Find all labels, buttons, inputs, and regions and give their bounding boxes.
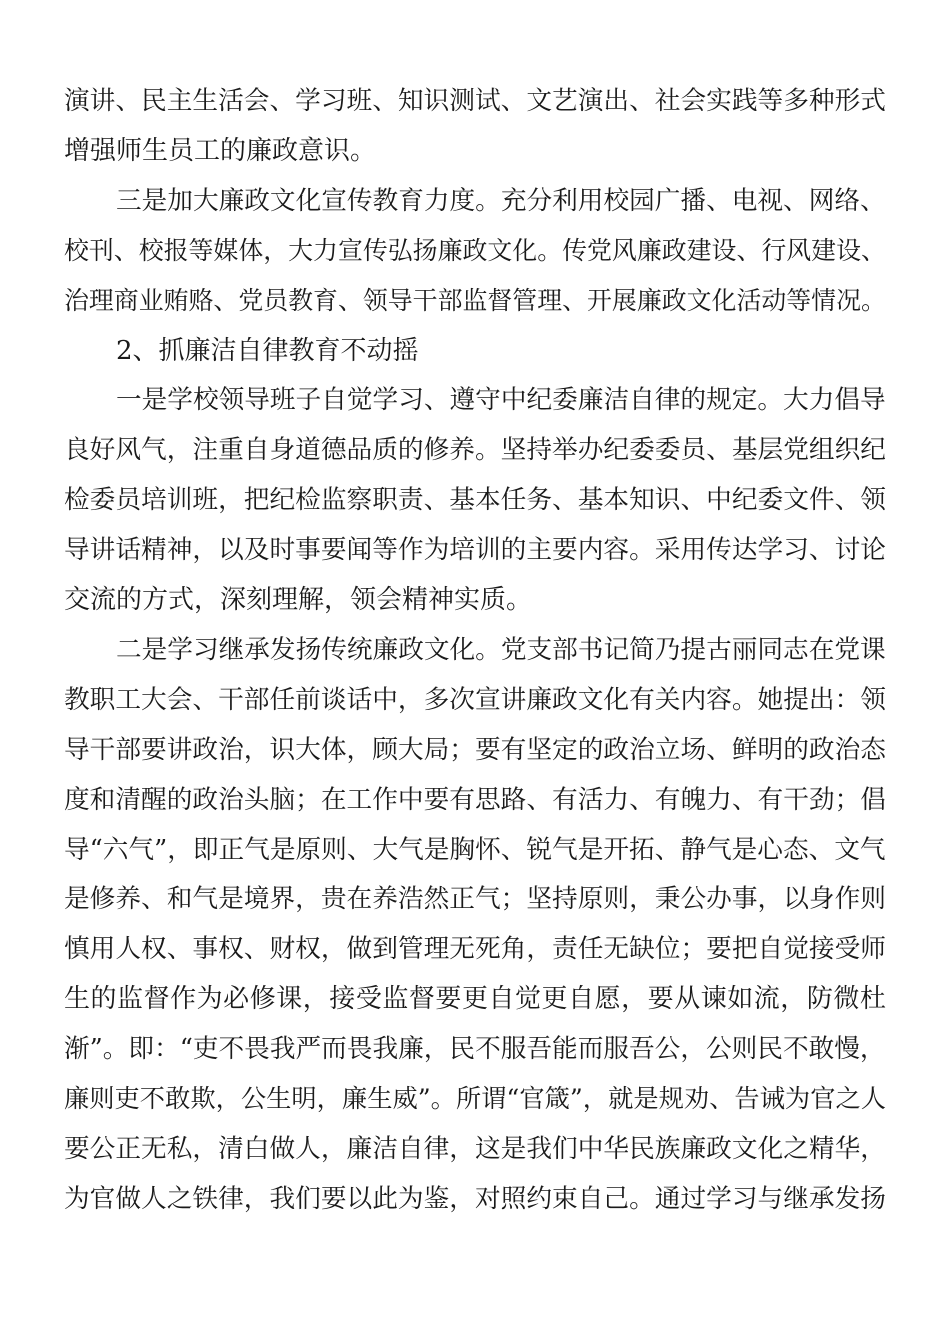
text-line: 要公正无私，清白做人，廉洁自律，这是我们中华民族廉政文化之精华， xyxy=(64,1134,886,1164)
text-line: 2、抓廉洁自律教育不动摇 xyxy=(116,336,419,366)
text-line: 廉则吏不敢欺，公生明，廉生威”。所谓“官箴”，就是规劝、告诫为官之人 xyxy=(64,1084,886,1113)
text-line: 是修养、和气是境界，贵在养浩然正气；坚持原则，秉公办事，以身作则 xyxy=(64,884,886,914)
text-line: 导讲话精神，以及时事要闻等作为培训的主要内容。采用传达学习、讨论 xyxy=(64,535,886,565)
text-line: 导干部要讲政治，识大体，顾大局；要有坚定的政治立场、鲜明的政治态 xyxy=(64,735,886,765)
text-line: 渐”。即：“吏不畏我严而畏我廉，民不服吾能而服吾公，公则民不敢慢， xyxy=(64,1034,886,1064)
text-line: 导“六气”，即正气是原则、大气是胸怀、锐气是开拓、静气是心态、文气 xyxy=(64,835,886,865)
text-line: 三是加大廉政文化宣传教育力度。充分利用校园广播、电视、网络、 xyxy=(116,186,886,216)
text-line: 治理商业贿赂、党员教育、领导干部监督管理、开展廉政文化活动等情况。 xyxy=(64,286,886,315)
text-line: 检委员培训班，把纪检监察职责、基本任务、基本知识、中纪委文件、领 xyxy=(64,485,886,515)
text-line: 良好风气，注重自身道德品质的修养。坚持举办纪委委员、基层党组织纪 xyxy=(64,435,886,465)
text-line: 为官做人之铁律，我们要以此为鉴，对照约束自己。通过学习与继承发扬 xyxy=(64,1184,886,1214)
text-line: 教职工大会、干部任前谈话中，多次宣讲廉政文化有关内容。她提出：领 xyxy=(64,685,886,715)
text-line: 演讲、民主生活会、学习班、知识测试、文艺演出、社会实践等多种形式 xyxy=(64,86,886,116)
text-line: 校刊、校报等媒体，大力宣传弘扬廉政文化。传党风廉政建设、行风建设、 xyxy=(64,236,886,265)
text-line: 生的监督作为必修课，接受监督要更自觉更自愿，要从谏如流，防微杜 xyxy=(64,984,886,1014)
text-line: 增强师生员工的廉政意识。 xyxy=(64,136,377,166)
text-line: 交流的方式，深刻理解，领会精神实质。 xyxy=(64,585,533,615)
text-line: 二是学习继承发扬传统廉政文化。党支部书记简乃提古丽同志在党课 xyxy=(116,635,886,665)
text-line: 度和清醒的政治头脑；在工作中要有思路、有活力、有魄力、有干劲；倡 xyxy=(64,785,886,815)
text-line: 一是学校领导班子自觉学习、遵守中纪委廉洁自律的规定。大力倡导 xyxy=(116,385,886,415)
text-line: 慎用人权、事权、财权，做到管理无死角，责任无缺位；要把自觉接受师 xyxy=(64,934,886,964)
